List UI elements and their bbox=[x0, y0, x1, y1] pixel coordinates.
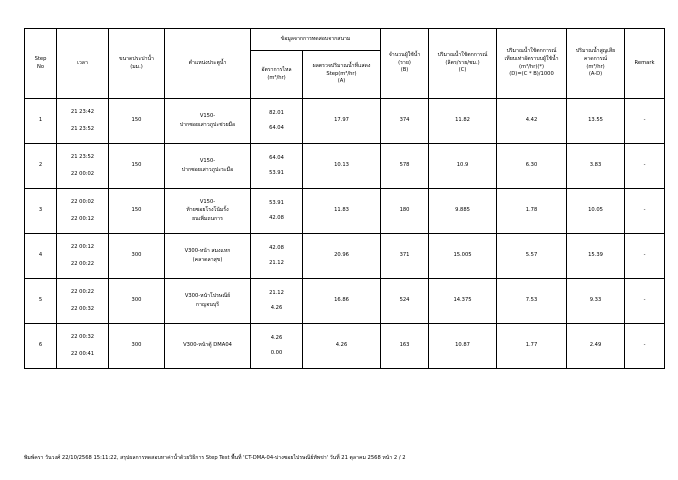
cell-qty-users: 578 bbox=[381, 144, 429, 189]
cell-time bbox=[57, 99, 109, 144]
time-start: 22 00:02 bbox=[70, 198, 95, 205]
cell-volume-theoretical: 1.77 bbox=[497, 324, 567, 369]
cell-location: V150- ท้ายซอยโรงโน้มรั้ง ยนเพิ่มถนการ bbox=[165, 189, 251, 234]
cell-step-no: 2 bbox=[25, 144, 57, 189]
cell-flow-rate: 4.26 0.00 bbox=[251, 324, 303, 369]
cell-pipe-size: 150 bbox=[109, 144, 165, 189]
table-header bbox=[25, 29, 665, 99]
cell-step-no: 3 bbox=[25, 189, 57, 234]
cell-flow-rate: 21.12 4.26 bbox=[251, 279, 303, 324]
cell-pipe-size: 150 bbox=[109, 189, 165, 234]
cell-remark: - bbox=[625, 144, 665, 189]
cell-location: V300-หน้าตู้ DMA04 bbox=[165, 324, 251, 369]
cell-volume-loss: 13.55 bbox=[567, 99, 625, 144]
time-start: 21 23:52 bbox=[70, 153, 95, 160]
header-volume-loss: ปริมาณน้ำสูญเสีย คาดการณ์ (m³/hr) (A-D) bbox=[567, 29, 625, 99]
cell-volume-theoretical: 1.78 bbox=[497, 189, 567, 234]
cell-flow-rate: 64.04 53.91 bbox=[251, 144, 303, 189]
cell-time bbox=[57, 144, 109, 189]
time-end: 22 00:22 bbox=[70, 260, 95, 267]
header-qty-users: จำนวนผู้ใช้น้ำ (ราย) (B) bbox=[381, 29, 429, 99]
header-volume-used: ปริมาณน้ำใช้ตกการณ์ (ลิตร/ราย/ชม.) (C) bbox=[429, 29, 497, 99]
cell-step-no: 6 bbox=[25, 324, 57, 369]
cell-step-result: 20.96 bbox=[303, 234, 381, 279]
cell-volume-loss: 2.49 bbox=[567, 324, 625, 369]
table-row bbox=[25, 279, 665, 324]
cell-pipe-size: 150 bbox=[109, 99, 165, 144]
cell-remark: - bbox=[625, 279, 665, 324]
cell-volume-loss: 15.39 bbox=[567, 234, 625, 279]
step-test-table bbox=[24, 28, 665, 369]
cell-step-result: 11.83 bbox=[303, 189, 381, 234]
cell-flow-rate: 82.01 64.04 bbox=[251, 99, 303, 144]
cell-qty-users: 371 bbox=[381, 234, 429, 279]
cell-qty-users: 163 bbox=[381, 324, 429, 369]
cell-step-result: 16.86 bbox=[303, 279, 381, 324]
cell-pipe-size: 300 bbox=[109, 279, 165, 324]
header-remark: Remark bbox=[625, 29, 665, 99]
cell-step-result: 17.97 bbox=[303, 99, 381, 144]
cell-volume-used: 9.885 bbox=[429, 189, 497, 234]
table-row bbox=[25, 99, 665, 144]
cell-flow-rate: 53.91 42.08 bbox=[251, 189, 303, 234]
cell-pipe-size: 300 bbox=[109, 324, 165, 369]
time-end: 21 23:52 bbox=[70, 125, 95, 132]
table-body bbox=[25, 99, 665, 369]
cell-location: V150- ปากซอยเสาวภูปะระมือ bbox=[165, 144, 251, 189]
header-flow-rate: อัตราการไหล (m³/hr) bbox=[251, 51, 303, 99]
cell-volume-used: 10.87 bbox=[429, 324, 497, 369]
header-step-result: ผลตรวจปริมาณน้ำที่แสดง Step(m³/hr) (A) bbox=[303, 51, 381, 99]
cell-volume-used: 11.82 bbox=[429, 99, 497, 144]
cell-volume-theoretical: 7.53 bbox=[497, 279, 567, 324]
cell-volume-loss: 3.83 bbox=[567, 144, 625, 189]
cell-remark: - bbox=[625, 99, 665, 144]
time-end: 22 00:41 bbox=[70, 350, 95, 357]
header-volume-theoretical: ปริมาณน้ำใช้ตกการณ์ เทียบเท่าอัตราบบผู้ใช้น้ำ (m³/hr)(*) (D)=(C * B)/1000 bbox=[497, 29, 567, 99]
table-row bbox=[25, 144, 665, 189]
cell-volume-theoretical: 5.57 bbox=[497, 234, 567, 279]
cell-step-no: 4 bbox=[25, 234, 57, 279]
cell-location: V300-หน้า สมงแหก (คลาดลาสุข) bbox=[165, 234, 251, 279]
cell-volume-used: 14.375 bbox=[429, 279, 497, 324]
cell-step-result: 10.13 bbox=[303, 144, 381, 189]
page-footer: พิมพ์ครา วันวงศ์ 22/10/2568 15:11:22, สรุปผลการทดสอบหาค่าน้ำด้วยวิธีการ Step Test พื้นที่ 'CT-DMA-04-บ่างซอยไปรษณีย์ทัพข่า' วันที่ 21 ตุลาคม 2568 หน้า 2 / 2 bbox=[24, 455, 406, 461]
table-row bbox=[25, 324, 665, 369]
cell-volume-used: 10.9 bbox=[429, 144, 497, 189]
cell-remark: - bbox=[625, 234, 665, 279]
cell-volume-loss: 9.33 bbox=[567, 279, 625, 324]
time-start: 22 00:12 bbox=[70, 243, 95, 250]
cell-time bbox=[57, 234, 109, 279]
cell-volume-theoretical: 4.42 bbox=[497, 99, 567, 144]
header-time: เวลา bbox=[57, 29, 109, 99]
cell-time bbox=[57, 189, 109, 234]
table-row bbox=[25, 234, 665, 279]
header-location: ตำแหน่งประตูน้ำ bbox=[165, 29, 251, 99]
cell-step-result: 4.26 bbox=[303, 324, 381, 369]
cell-remark: - bbox=[625, 189, 665, 234]
time-start: 22 00:22 bbox=[70, 288, 95, 295]
table-row bbox=[25, 189, 665, 234]
cell-qty-users: 180 bbox=[381, 189, 429, 234]
cell-remark: - bbox=[625, 324, 665, 369]
cell-qty-users: 524 bbox=[381, 279, 429, 324]
cell-volume-theoretical: 6.30 bbox=[497, 144, 567, 189]
cell-time bbox=[57, 279, 109, 324]
time-end: 22 00:12 bbox=[70, 215, 95, 222]
cell-volume-used: 15.005 bbox=[429, 234, 497, 279]
time-end: 22 00:02 bbox=[70, 170, 95, 177]
cell-time bbox=[57, 324, 109, 369]
time-start: 21 23:42 bbox=[70, 108, 95, 115]
header-field-data-group: ข้อมูลจากการทดสอบจากสนาม bbox=[251, 29, 381, 51]
header-pipe-size: ขนาดประปาน้ำ (มม.) bbox=[109, 29, 165, 99]
cell-step-no: 5 bbox=[25, 279, 57, 324]
time-end: 22 00:32 bbox=[70, 305, 95, 312]
cell-location: V300-หน้าโปรษณีย์ กาญจนบุรี bbox=[165, 279, 251, 324]
header-step-no: Step No bbox=[25, 29, 57, 99]
cell-step-no: 1 bbox=[25, 99, 57, 144]
cell-flow-rate: 42.08 21.12 bbox=[251, 234, 303, 279]
cell-volume-loss: 10.05 bbox=[567, 189, 625, 234]
cell-pipe-size: 300 bbox=[109, 234, 165, 279]
cell-qty-users: 374 bbox=[381, 99, 429, 144]
time-start: 22 00:32 bbox=[70, 333, 95, 340]
cell-location: V150- ปากซอยเสาวภูปะช่วยมือ bbox=[165, 99, 251, 144]
